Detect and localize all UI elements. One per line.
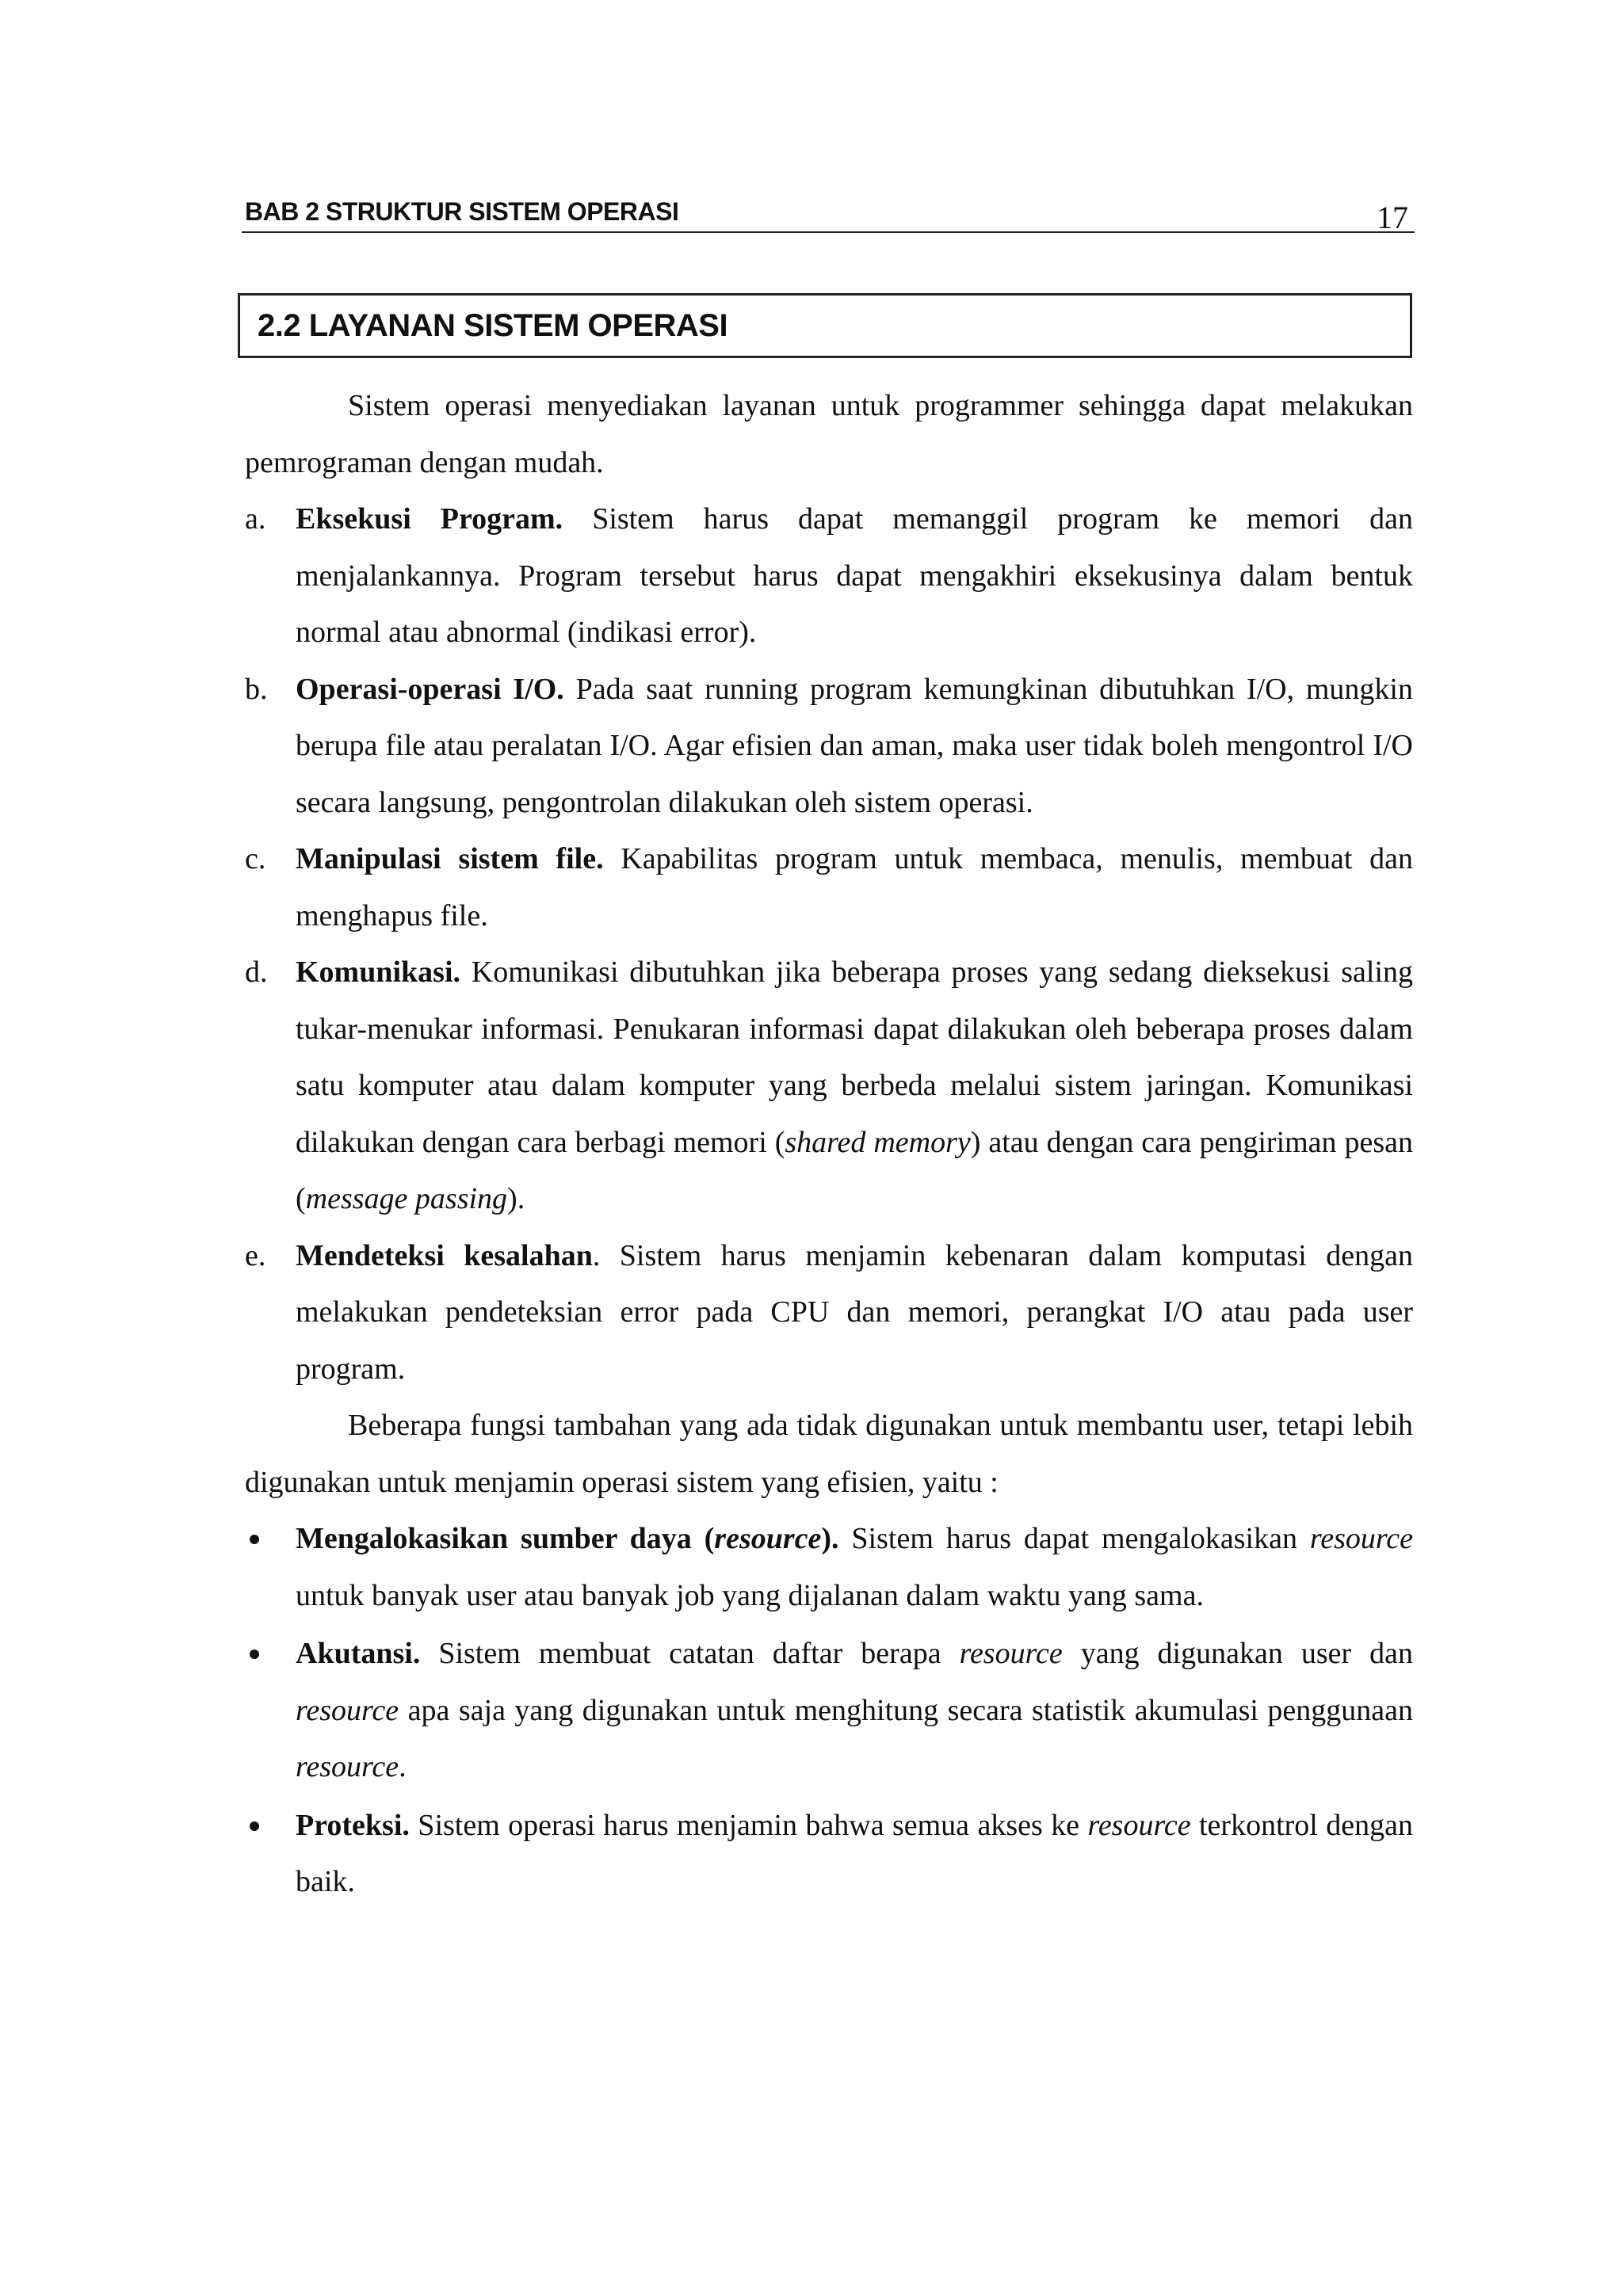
chapter-title: BAB 2 STRUKTUR SISTEM OPERASI — [245, 197, 679, 226]
list-item — [245, 491, 1413, 662]
item-text: Sistem operasi harus menjamin bahwa semua akses ke — [409, 1808, 1088, 1842]
body-content — [245, 378, 1413, 1913]
bullet-item — [245, 1626, 1413, 1796]
services-list — [245, 491, 1413, 1398]
item-term: Operasi-operasi I/O. — [296, 672, 564, 706]
item-text: ) atau dengan cara pengiriman pesan ( — [296, 1125, 1414, 1215]
list-marker: e. — [245, 1238, 266, 1272]
item-italic: message passing — [305, 1182, 508, 1215]
list-item — [245, 1228, 1413, 1398]
item-text: . — [399, 1750, 407, 1783]
page-header — [242, 190, 1415, 233]
section-heading-box — [238, 293, 1412, 358]
item-text: Komunikasi dibutuhkan jika beberapa proses yang sedang dieksekusi saling tukar-menukar informasi. Penukaran informasi dapat dilakukan oleh beberapa proses dalam satu komputer atau dalam komputer yang berbeda melalui sistem jaringan. Komunikasi dilakukan dengan cara berbagi memori ( — [296, 955, 1413, 1159]
item-italic: resource — [1309, 1522, 1413, 1555]
item-italic: shared memory — [785, 1125, 971, 1159]
item-text: ). — [507, 1182, 525, 1215]
item-text: . Sistem harus menjamin kebenaran dalam komputasi dengan melakukan pendeteksian error pada CPU dan memori, perangkat I/O atau pada user program. — [296, 1238, 1413, 1386]
list-item — [245, 831, 1413, 944]
item-term: Eksekusi Program. — [296, 502, 563, 536]
list-item — [245, 662, 1413, 832]
item-text: yang digunakan user dan — [1062, 1637, 1413, 1670]
item-term: Mendeteksi kesalahan — [296, 1238, 593, 1272]
additional-intro-paragraph: Beberapa fungsi tambahan yang ada tidak digunakan untuk membantu user, tetapi lebih digunakan untuk menjamin operasi sistem yang efisien, yaitu : — [245, 1409, 1413, 1499]
item-term: Akutansi. — [296, 1637, 421, 1670]
item-text: Sistem membuat catatan daftar berapa — [420, 1637, 960, 1670]
additional-functions-list — [245, 1511, 1413, 1911]
item-text: untuk banyak user atau banyak job yang dijalanan dalam waktu yang sama. — [296, 1578, 1204, 1612]
bullet-icon — [250, 1535, 259, 1544]
list-marker: d. — [245, 955, 268, 989]
bullet-icon — [250, 1821, 259, 1831]
item-text: Sistem harus dapat mengalokasikan — [838, 1522, 1310, 1555]
list-item — [245, 944, 1413, 1228]
item-term: Manipulasi sistem file. — [296, 842, 604, 875]
item-italic: resource — [296, 1750, 399, 1783]
page-number: 17 — [1377, 200, 1408, 235]
item-text: apa saja yang digunakan untuk menghitung secara statistik akumulasi penggunaan — [399, 1693, 1413, 1727]
bullet-item — [245, 1798, 1413, 1911]
item-term: Mengalokasikan sumber daya (resource). — [296, 1522, 839, 1555]
bullet-item — [245, 1511, 1413, 1624]
item-term: Proteksi. — [296, 1808, 410, 1842]
item-text: Kapabilitas program untuk membaca, menulis, membuat dan menghapus file. — [296, 842, 1413, 933]
item-text: Sistem harus dapat memanggil program ke memori dan menjalankannya. Program tersebut harus dapat mengakhiri eksekusinya dalam bentuk normal atau abnormal (indikasi error). — [296, 502, 1413, 649]
list-marker: c. — [245, 842, 266, 875]
list-marker: b. — [245, 672, 268, 706]
item-italic: resource — [959, 1637, 1063, 1670]
item-italic: resource — [1087, 1808, 1191, 1842]
intro-paragraph: Sistem operasi menyediakan layanan untuk programmer sehingga dapat melakukan pemrograman dengan mudah. — [245, 389, 1413, 479]
item-text: terkontrol dengan baik. — [296, 1808, 1413, 1898]
bullet-icon — [250, 1650, 259, 1659]
item-italic: resource — [296, 1693, 399, 1727]
section-title: 2.2 LAYANAN SISTEM OPERASI — [258, 308, 728, 343]
item-text: Pada saat running program kemungkinan dibutuhkan I/O, mungkin berupa file atau peralatan I/O. Agar efisien dan aman, maka user tidak boleh mengontrol I/O secara langsung, pengontrolan dilakukan oleh sistem operasi. — [296, 672, 1413, 819]
item-term: Komunikasi. — [296, 955, 461, 989]
list-marker: a. — [245, 502, 266, 536]
